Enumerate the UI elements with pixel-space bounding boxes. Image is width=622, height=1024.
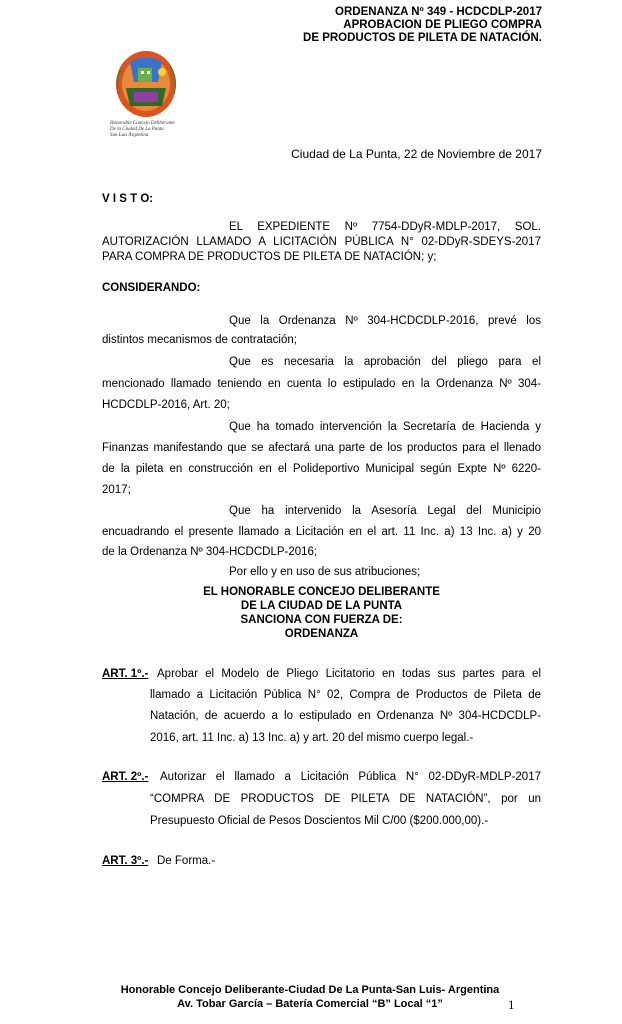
visto-heading: V I S T O:	[102, 193, 154, 205]
considerando-p3-line4: 2017;	[102, 484, 131, 496]
considerando-heading: CONSIDERANDO:	[102, 282, 201, 294]
article-1-line4: 2016, art. 11 Inc. a) 13 Inc. a) y art. 20 del mismo cuerpo legal.-	[150, 732, 474, 744]
considerando-p5: Por ello y en uso de sus atribuciones;	[229, 566, 421, 578]
article-1-line2: llamado a Licitación Pública N° 02, Compra de Productos de Pileta de	[150, 689, 541, 701]
ordinance-number: ORDENANZA Nº 349 - HCDCDLP-2017	[335, 6, 542, 18]
council-logo	[108, 48, 186, 120]
page-number: 1	[508, 997, 515, 1012]
article-2-line2: “COMPRA DE PRODUCTOS DE PILETA DE NATACIÓN”, por un	[150, 793, 541, 805]
sanction-line4: ORDENANZA	[284, 628, 359, 640]
considerando-p2-line3: HCDCDLP-2016, Art. 20;	[102, 399, 230, 411]
considerando-p4-line1: Que ha intervenido la Asesoría Legal del Municipio	[229, 505, 541, 517]
article-1-line3: Natación, de acuerdo a lo estipulado en Ordenanza Nº 304-HCDCDLP-	[150, 710, 541, 722]
footer-line1: Honorable Concejo Deliberante-Ciudad De La Punta-San Luis- Argentina	[120, 984, 500, 996]
sanction-line1: EL HONORABLE CONCEJO DELIBERANTE	[203, 586, 440, 598]
article-2-line1: Autorizar el llamado a Licitación Pública N° 02-DDyR-MDLP-2017	[160, 771, 541, 783]
article-3-line1: De Forma.-	[157, 855, 216, 867]
article-1-label: ART. 1º.-	[102, 668, 149, 680]
considerando-p3-line3: de la pileta en construcción en el Polideportivo Municipal según Expte Nº 6220-	[102, 463, 541, 475]
article-3-label: ART. 3º.-	[102, 855, 149, 867]
sanction-line3: SANCIONA CON FUERZA DE:	[240, 614, 403, 626]
sanction-line2: DE LA CIUDAD DE LA PUNTA	[240, 600, 403, 612]
logo-caption-2: De la Ciudad De La Punta	[110, 127, 164, 132]
footer-line2: Av. Tobar García – Batería Comercial “B” Local “1”	[177, 998, 443, 1010]
considerando-p4-line2: encuadrando el presente llamado a Licitación en el art. 11 Inc. a) 13 Inc. a) y 20	[102, 526, 541, 538]
considerando-p1-line1: Que la Ordenanza Nº 304-HCDCDLP-2016, prevé los	[229, 315, 541, 327]
ordinance-title-line1: APROBACION DE PLIEGO COMPRA	[343, 19, 542, 31]
ordinance-title-line2: DE PRODUCTOS DE PILETA DE NATACIÓN.	[303, 32, 542, 44]
article-1-line1: Aprobar el Modelo de Pliego Licitatorio en todas sus partes para el	[157, 668, 541, 680]
logo-caption-3: San Luis Argentina	[110, 133, 149, 138]
logo-caption-1: Honorable Concejo Deliberante	[110, 121, 175, 126]
visto-line1: EL EXPEDIENTE Nº 7754-DDyR-MDLP-2017, SOL.	[229, 221, 541, 233]
considerando-p3-line2: Finanzas manifestando que se afectará una parte de los productos para el llenado	[102, 442, 541, 454]
article-2-line3: Presupuesto Oficial de Pesos Doscientos Mil C/00 ($200.000,00).-	[150, 815, 489, 827]
article-2-label: ART. 2º.-	[102, 771, 149, 783]
visto-line2: AUTORIZACIÓN LLAMADO A LICITACIÓN PÚBLICA N° 02-DDyR-SDEYS-2017	[102, 236, 541, 248]
date-line: Ciudad de La Punta, 22 de Noviembre de 2017	[291, 147, 542, 161]
considerando-p2-line2: mencionado llamado teniendo en cuenta lo estipulado en la Ordenanza Nº 304-	[102, 378, 541, 390]
considerando-p4-line3: de la Ordenanza Nº 304-HCDCDLP-2016;	[102, 546, 318, 558]
considerando-p2-line1: Que es necesaria la aprobación del pliego para el	[229, 356, 541, 368]
visto-line3: PARA COMPRA DE PRODUCTOS DE PILETA DE NATACIÓN; y;	[102, 251, 437, 263]
considerando-p1-line2: distintos mecanismos de contratación;	[102, 334, 297, 346]
considerando-p3-line1: Que ha tomado intervención la Secretaría de Hacienda y	[229, 421, 541, 433]
